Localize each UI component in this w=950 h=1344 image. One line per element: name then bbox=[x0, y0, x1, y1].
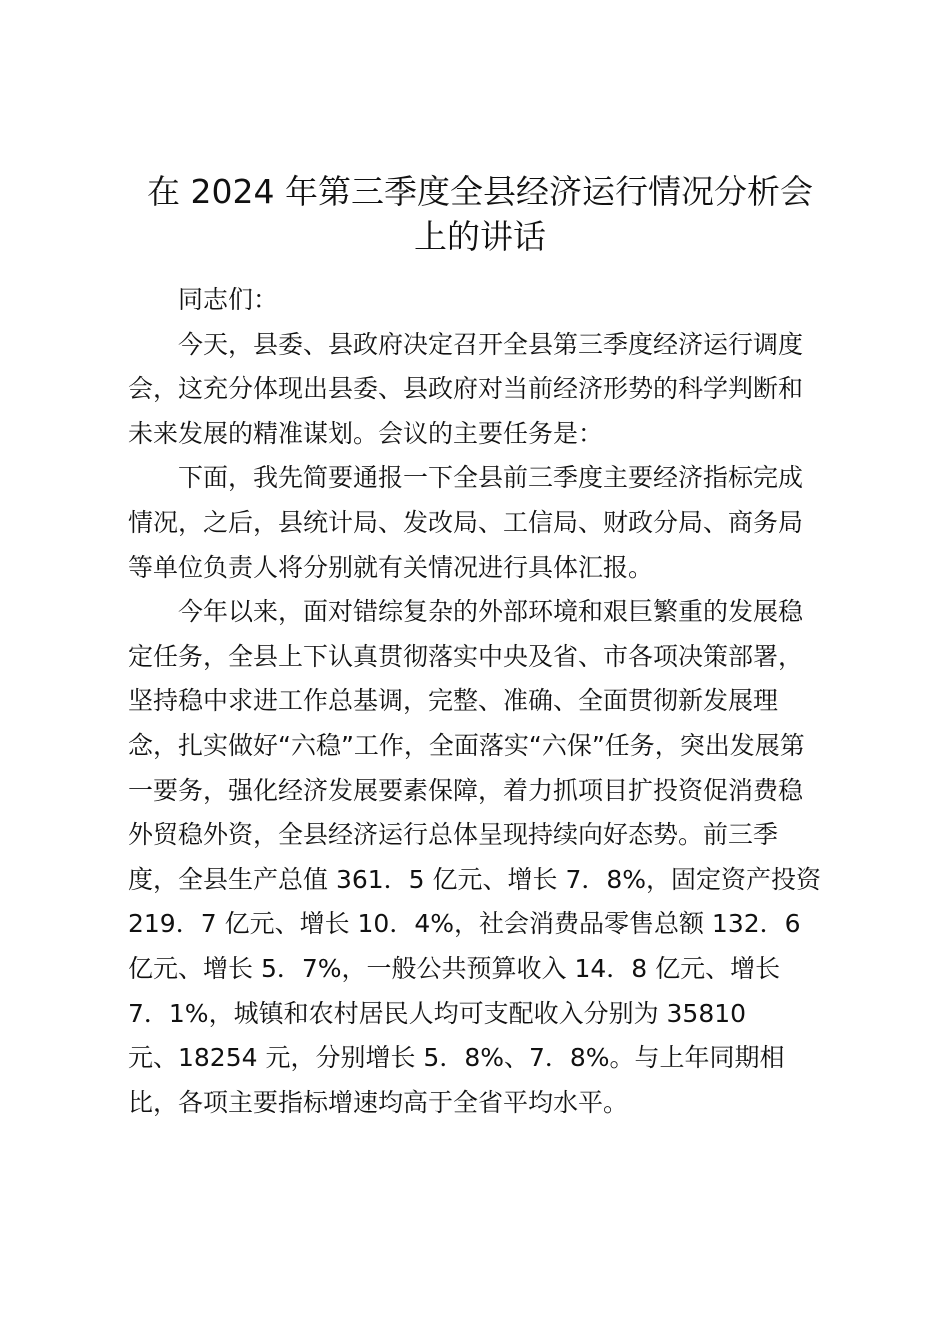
paragraph-1-line: 未来发展的精准谋划。会议的主要任务是： bbox=[128, 418, 604, 448]
title-line-2: 上的讲话 bbox=[414, 216, 546, 256]
paragraph-3-line: 比，各项主要指标增速均高于全省平均水平。 bbox=[128, 1087, 629, 1117]
paragraph-3-line: 今年以来，面对错综复杂的外部环境和艰巨繁重的发展稳 bbox=[178, 597, 804, 627]
paragraph-3-line: 度，全县生产总值 361．5 亿元、增长 7．8%，固定资产投资 bbox=[128, 864, 822, 894]
paragraph-1-line: 今天，县委、县政府决定召开全县第三季度经济运行调度 bbox=[178, 329, 804, 359]
document-title bbox=[120, 166, 840, 255]
paragraph-3-line: 定任务，全县上下认真贯彻落实中央及省、市各项决策部署， bbox=[128, 641, 804, 671]
paragraph-3-line: 念，扎实做好“六稳”工作，全面落实“六保”任务，突出发展第 bbox=[128, 730, 805, 760]
paragraph-2-line: 等单位负责人将分别就有关情况进行具体汇报。 bbox=[128, 552, 654, 582]
paragraph-3-line: 坚持稳中求进工作总基调，完整、准确、全面贯彻新发展理 bbox=[128, 686, 779, 716]
paragraph-3-line: 外贸稳外资，全县经济运行总体呈现持续向好态势。前三季 bbox=[128, 820, 779, 850]
paragraph-3-line: 7．1%，城镇和农村居民人均可支配收入分别为 35810 bbox=[128, 998, 747, 1028]
paragraph-2-line: 下面，我先简要通报一下全县前三季度主要经济指标完成 bbox=[178, 463, 804, 493]
paragraph-3-line: 元、18254 元，分别增长 5．8%、7．8%。与上年同期相 bbox=[128, 1043, 785, 1073]
paragraph-3-line: 219．7 亿元、增长 10．4%，社会消费品零售总额 132．6 bbox=[128, 909, 801, 939]
salutation: 同志们： bbox=[178, 285, 279, 314]
paragraph-2-line: 情况，之后，县统计局、发改局、工信局、财政分局、商务局 bbox=[128, 507, 804, 537]
paragraph-3-line: 亿元、增长 5．7%，一般公共预算收入 14．8 亿元、增长 bbox=[128, 953, 781, 983]
title-line-1: 在 2024 年第三季度全县经济运行情况分析会 bbox=[147, 172, 813, 211]
speech-body bbox=[128, 278, 848, 1125]
paragraph-1-line: 会，这充分体现出县委、县政府对当前经济形势的科学判断和 bbox=[128, 374, 804, 404]
paragraph-3-line: 一要务，强化经济发展要素保障，着力抓项目扩投资促消费稳 bbox=[128, 775, 804, 805]
